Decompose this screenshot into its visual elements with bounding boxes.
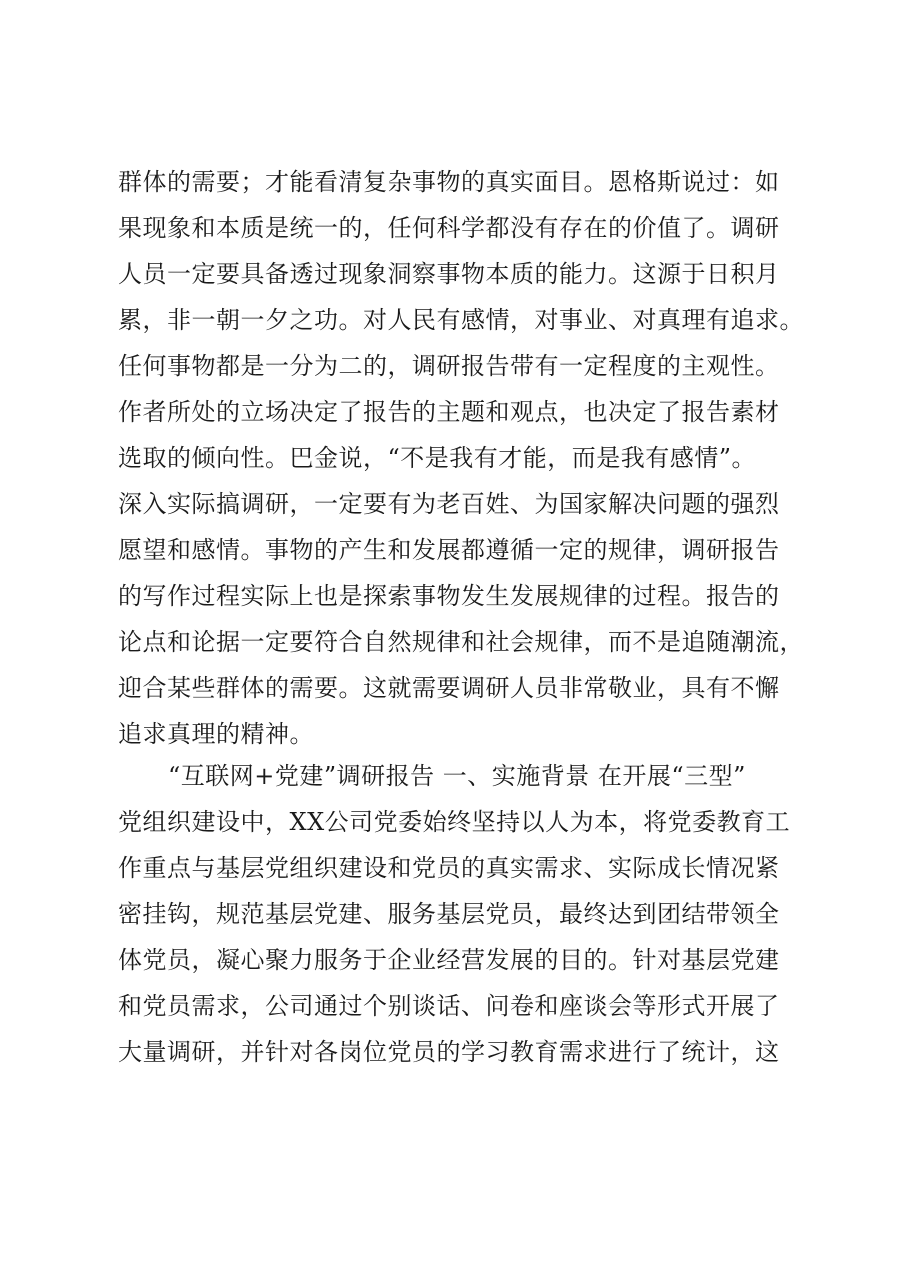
text-line: 愿望和感情。事物的产生和发展都遵循一定的规律，调研报告: [118, 536, 780, 564]
text-line: 和党员需求，公司通过个别谈话、问卷和座谈会等形式开展了: [118, 992, 780, 1020]
text-line: 人员一定要具备透过现象洞察事物本质的能力。这源于日积月: [118, 260, 780, 288]
text-line: 迎合某些群体的需要。这就需要调研人员非常敬业，具有不懈: [118, 674, 780, 702]
text-line: 作者所处的立场决定了报告的主题和观点，也决定了报告素材: [118, 398, 780, 426]
text-line: 论点和论据一定要符合自然规律和社会规律，而不是追随潮流，: [118, 628, 804, 656]
text-line: 党组织建设中，XX公司党委始终坚持以人为本，将党委教育工: [118, 808, 791, 836]
text-line: 群体的需要；才能看清复杂事物的真实面目。恩格斯说过：如: [118, 168, 780, 196]
text-line: 的写作过程实际上也是探索事物发生发展规律的过程。报告的: [118, 582, 780, 610]
text-line: “互联网+党建”调研报告 一、实施背景 在开展“三型”: [168, 762, 746, 790]
text-line: 密挂钩，规范基层党建、服务基层党员，最终达到团结带领全: [118, 900, 780, 928]
text-line: 任何事物都是一分为二的，调研报告带有一定程度的主观性。: [118, 352, 780, 380]
text-line: 选取的倾向性。巴金说，“不是我有才能，而是我有感情”。: [118, 444, 757, 472]
text-line: 作重点与基层党组织建设和党员的真实需求、实际成长情况紧: [118, 854, 780, 882]
text-line: 大量调研，并针对各岗位党员的学习教育需求进行了统计，这: [118, 1038, 780, 1066]
text-line: 追求真理的精神。: [118, 720, 314, 748]
text-line: 深入实际搞调研，一定要有为老百姓、为国家解决问题的强烈: [118, 490, 780, 518]
text-line: 体党员，凝心聚力服务于企业经营发展的目的。针对基层党建: [118, 946, 780, 974]
text-line: 累，非一朝一夕之功。对人民有感情，对事业、对真理有追求。: [118, 306, 804, 334]
text-line: 果现象和本质是统一的，任何科学都没有存在的价值了。调研: [118, 214, 780, 242]
